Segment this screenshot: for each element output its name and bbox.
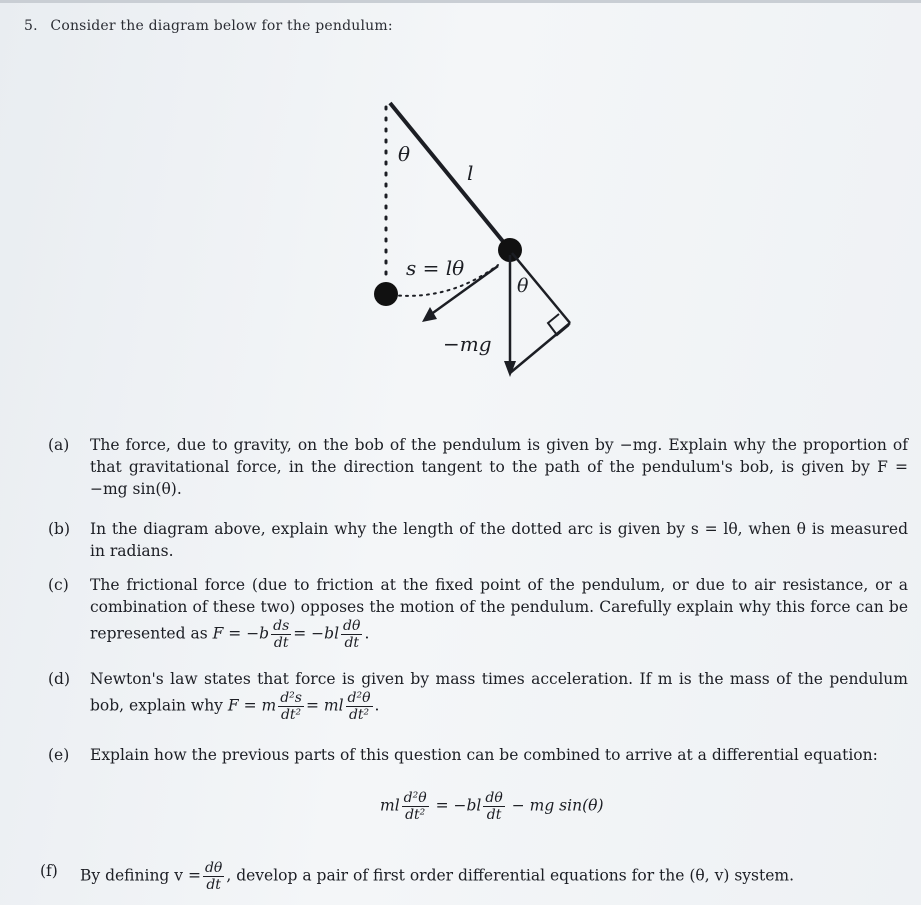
eq-lhs: ml xyxy=(380,796,400,815)
part-a-text: The force, due to gravity, on the bob of the pendulum is given by −mg. Explain why the proportion of that gravitational force, in the direction tangent to the path of the pendulum's bob, is given by F = −mg sin(θ). xyxy=(90,436,908,498)
question-number: 5. xyxy=(24,18,38,34)
label-arc-length: s = lθ xyxy=(406,256,465,280)
part-f xyxy=(40,860,910,893)
label-theta-bob: θ xyxy=(517,275,529,297)
part-d-formula-lhs: F = m xyxy=(227,696,277,715)
part-f-text-pre: By defining v = xyxy=(80,866,201,885)
part-c xyxy=(48,574,908,651)
label-theta-top: θ xyxy=(398,142,411,166)
part-a xyxy=(48,434,908,500)
tangent-arrowhead xyxy=(422,307,437,322)
eq-frac-dtheta-dt: $\frac{d\theta}{dt}$ xyxy=(485,790,503,823)
question-intro: Consider the diagram below for the pendulum: xyxy=(50,18,393,34)
pendulum-diagram xyxy=(340,95,600,385)
eq-end: − mg sin(θ) xyxy=(511,796,604,815)
part-c-frac-dtheta-dt: $\frac{d\theta}{dt}$ xyxy=(343,618,361,651)
part-c-formula-mid: = −bl xyxy=(293,624,340,643)
rest-bob xyxy=(374,282,398,306)
pendulum-rod xyxy=(390,103,510,250)
differential-equation xyxy=(380,790,604,823)
part-e-label: (e) xyxy=(48,746,70,764)
label-length: l xyxy=(467,161,474,185)
part-c-frac-ds-dt: $\frac{ds}{dt}$ xyxy=(273,618,290,651)
part-d-formula-mid: = ml xyxy=(305,696,344,715)
part-c-formula-lhs: F = −b xyxy=(212,624,270,643)
part-d-label: (d) xyxy=(48,670,71,688)
part-d-formula-end: . xyxy=(374,696,380,715)
part-e-text: Explain how the previous parts of this question can be combined to arrive at a differential equation: xyxy=(90,746,878,764)
eq-frac-d2theta-dt2: $\frac{\text{d²θ}}{\text{dt²}}$ xyxy=(403,790,427,823)
part-c-text: The frictional force (due to friction at the fixed point of the pendulum, or due to air resistance, or a combination of these two) opposes the motion of the pendulum. Carefully explain why this force can be represented as xyxy=(90,576,908,643)
part-b-text: In the diagram above, explain why the length of the dotted arc is given by s = lθ, when θ is measured in radians. xyxy=(90,520,908,560)
part-d-frac-d2theta-dt2: $\frac{\text{d²θ}}{\text{dt²}}$ xyxy=(347,690,371,723)
label-gravity-force: −mg xyxy=(443,332,492,356)
page-top-edge xyxy=(0,0,921,3)
part-a-label: (a) xyxy=(48,436,70,454)
question-header xyxy=(24,18,393,34)
part-e xyxy=(48,744,908,766)
part-f-label: (f) xyxy=(40,862,58,880)
part-d xyxy=(48,668,908,723)
part-b-label: (b) xyxy=(48,520,71,538)
part-b xyxy=(48,518,908,562)
part-d-frac-d2s-dt2: $\frac{\text{d²s}}{\text{dt²}}$ xyxy=(280,690,302,723)
part-f-text-post: , develop a pair of first order differential equations for the (θ, v) system. xyxy=(226,866,795,885)
part-c-formula-end: . xyxy=(364,624,370,643)
part-c-label: (c) xyxy=(48,576,69,594)
part-d-text: Newton's law states that force is given by mass times acceleration. If m is the mass of the pendulum bob, explain why xyxy=(90,670,908,715)
eq-mid: = −bl xyxy=(435,796,482,815)
part-f-frac-dtheta-dt: $\frac{d\theta}{dt}$ xyxy=(204,860,223,893)
